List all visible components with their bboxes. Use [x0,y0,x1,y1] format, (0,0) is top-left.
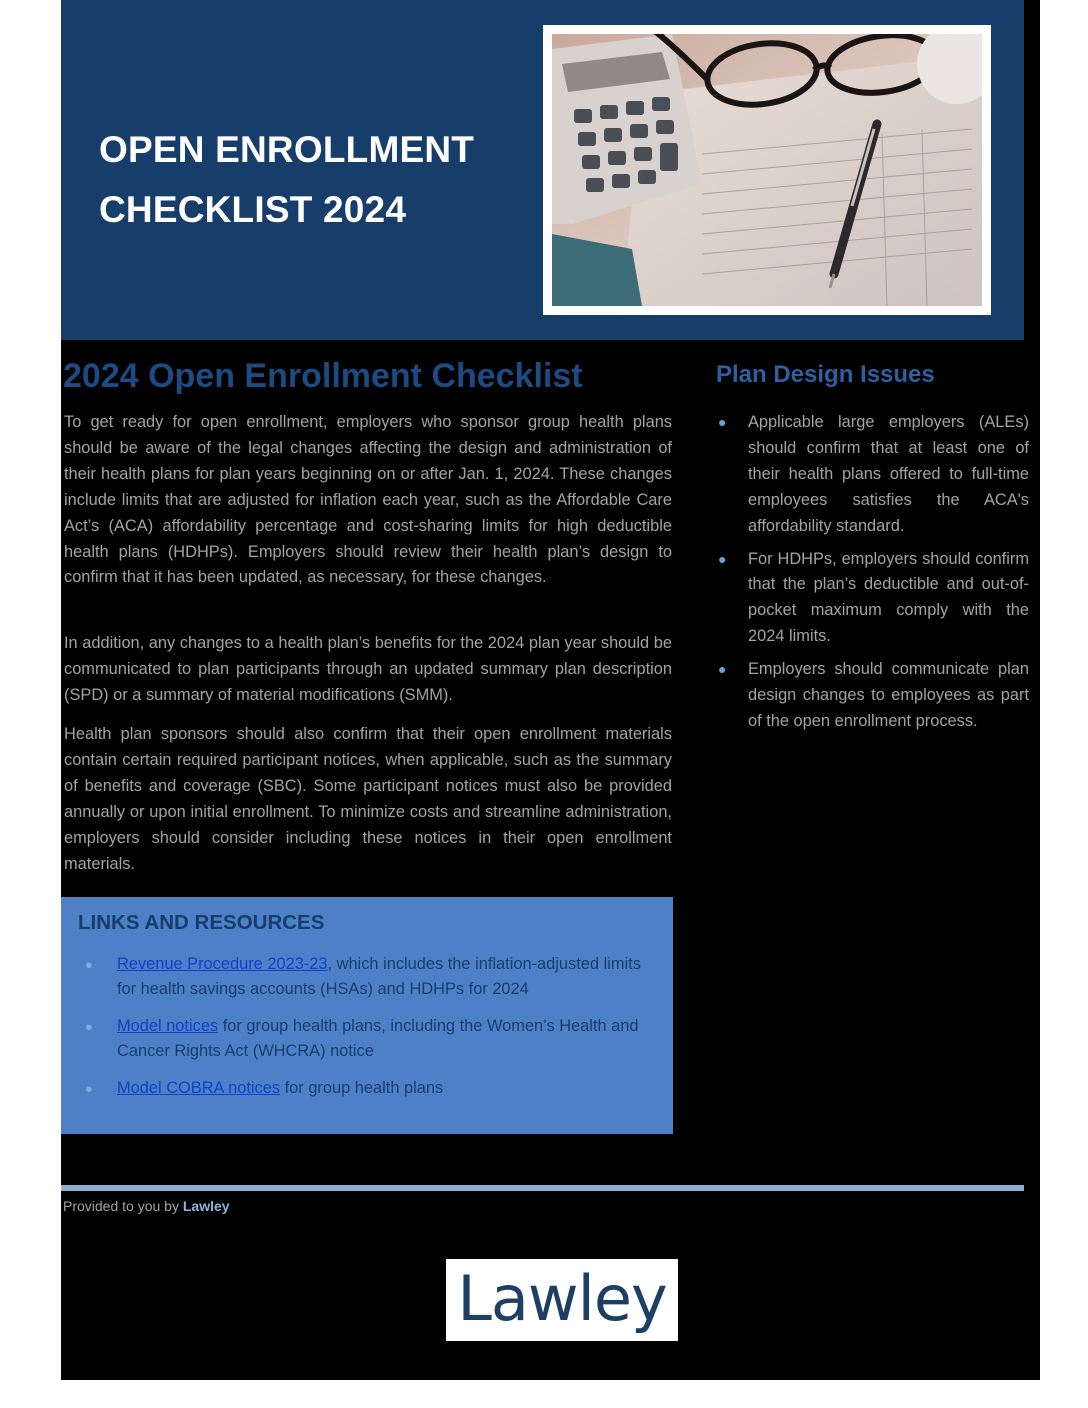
list-item [716,657,1029,735]
links-list [83,952,658,1113]
notices-paragraph: Health plan sponsors should also confirm that their open enrollment materials contain certain required participant notices, when applicable, such as the summary of benefits and coverage (SBC). Some participant notices must also be provided annually or upon initial enrollment. To minimize costs and streamline administration, employers should consider including these notices in their open enrollment materials. [64,725,672,873]
plan-design-item-text: Employers should communicate plan design changes to employees as part of the open enrollment process. [748,660,1029,730]
bullet-icon: ● [718,414,727,430]
list-item [716,410,1029,540]
list-item [716,547,1029,651]
revenue-procedure-link[interactable]: Revenue Procedure 2023-23 [117,955,328,973]
header-photo-frame [543,25,991,315]
photo-illustration [552,34,982,306]
main-title: 2024 Open Enrollment Checklist [63,357,583,395]
bullet-icon: ● [718,661,727,678]
link-description: for group health plans [280,1079,444,1097]
bullet-icon: ● [85,1081,93,1096]
lawley-logo [446,1259,678,1341]
provided-by [63,1198,230,1214]
provider-name: Lawley [182,1198,230,1214]
calculator-glasses-pen-photo [552,34,982,306]
banner-title: OPEN ENROLLMENT CHECKLIST 2024 [99,129,475,230]
links-title: LINKS AND RESOURCES [78,911,325,934]
plan-design-title: Plan Design Issues [716,361,935,388]
intro-paragraph: To get ready for open enrollment, employers who sponsor group health plans should be aware of the legal changes affecting the design and administration of their health plans for plan years beginning on or after Jan. 1, 2024. These changes include limits that are adjusted for inflation each year, such as the Affordable Care Act’s (ACA) affordability percentage and cost-sharing limits for high deductible health plans (HDHPs). Employers should review their health plan’s design to confirm that it has been updated, as necessary, for these changes. [64,413,672,587]
plan-design-item-text: For HDHPs, employers should confirm that the plan’s deductible and out-of-pocket maximum comply with the 2024 limits. [748,549,1029,646]
document-page [61,0,1040,1380]
model-notices-link[interactable]: Model notices [117,1017,219,1035]
bullet-icon: ● [85,1019,93,1034]
link-description: for group health plans, including the Women’s Health and Cancer Rights Act (WHCRA) notice [117,1017,639,1060]
list-item [83,1014,658,1064]
footer-divider [61,1185,1024,1191]
bullet-icon: ● [85,957,93,972]
logo-text: Lawley [457,1262,667,1335]
changes-paragraph: In addition, any changes to a health plan’s benefits for the 2024 plan year should be communicated to plan participants through an updated summary plan description (SPD) or a summary of material modifications (SMM). [64,634,672,704]
provided-prefix: Provided to you by [63,1198,179,1214]
model-cobra-notices-link[interactable]: Model COBRA notices [117,1079,281,1097]
plan-design-item-text: Applicable large employers (ALEs) should confirm that at least one of their health plans offered to full-time employees satisfies the ACA's affordability standard. [748,413,1029,535]
header-banner [61,0,1024,340]
list-item [83,1076,658,1101]
link-description: , which includes the inflation-adjusted limits for health savings accounts (HSAs) and HDHPs for 2024 [117,955,641,998]
plan-design-list [716,410,1029,742]
links-resources-box [61,897,673,1134]
bullet-icon: ● [718,550,727,567]
list-item [83,952,658,1002]
